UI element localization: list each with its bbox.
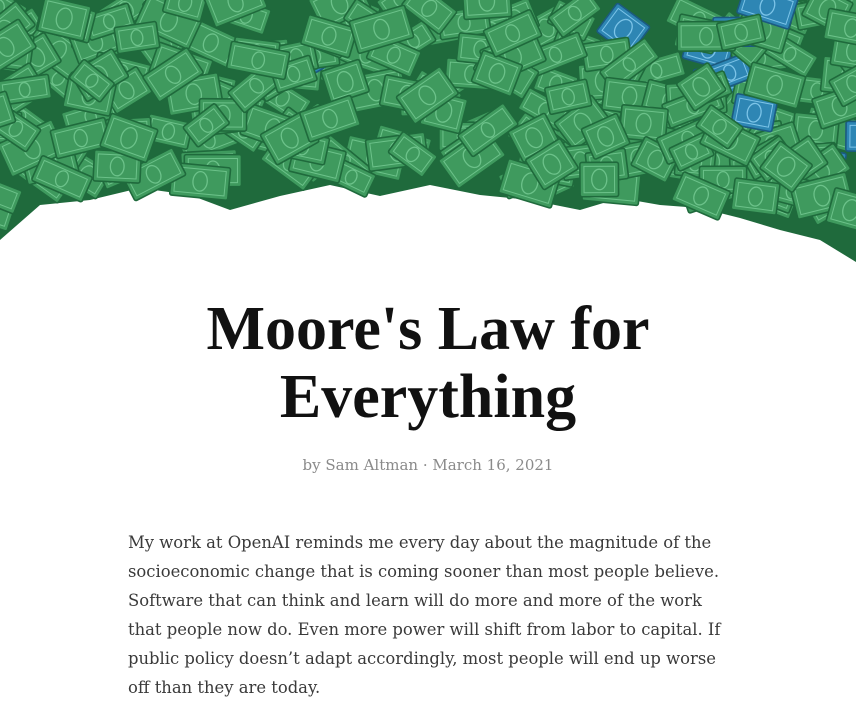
- article-paragraph: My work at OpenAI reminds me every day about the magnitude of the socioeconomic change that is coming sooner than most people believe. Software that can think and learn will do more and more of the work that people now do. Even more power will shift from labor to capital. If public policy doesn’t adapt accordingly, most people will end up worse off than they are today.: [128, 533, 721, 697]
- hero-image: [0, 0, 856, 262]
- money-pile-illustration: [0, 0, 856, 262]
- title-line-1: Moore's Law for: [206, 295, 650, 363]
- byline: by Sam Altman · March 16, 2021: [302, 456, 554, 474]
- page-title: [0, 295, 856, 431]
- title-line-2: Everything: [279, 363, 577, 431]
